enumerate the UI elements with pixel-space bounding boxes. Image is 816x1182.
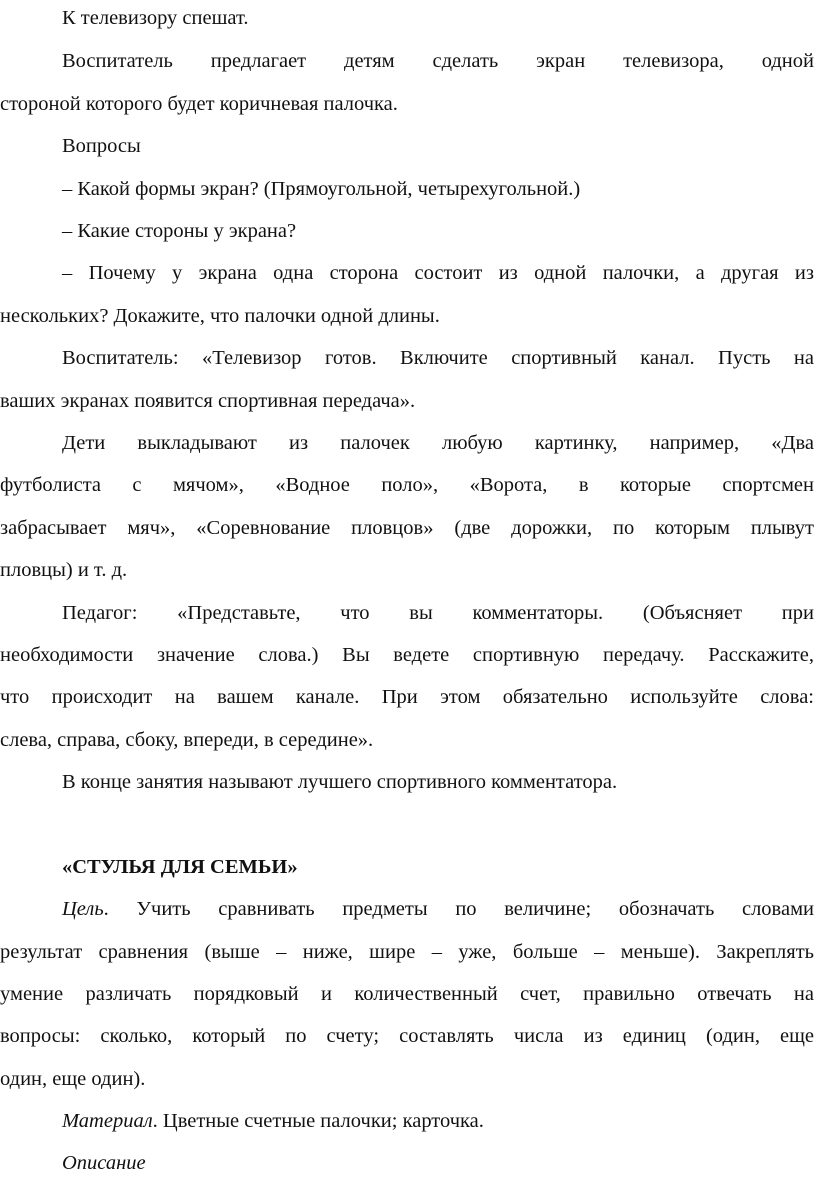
text-line: результат сравнения (выше – ниже, шире – уже, больше – меньше). Закреплять (0, 941, 814, 963)
question-line: – Почему у экрана одна сторона состоит из одной палочки, а другая из (62, 262, 814, 284)
text-line: вопросы: сколько, который по счету; составлять числа из единиц (один, еще (0, 1025, 814, 1047)
text-line: необходимости значение слова.) Вы ведете спортивную передачу. Расскажите, (0, 644, 814, 666)
text-line: Воспитатель: «Телевизор готов. Включите спортивный канал. Пусть на (62, 347, 814, 369)
text-line: слева, справа, сбоку, впереди, в середине». (0, 729, 374, 751)
text-line: что происходит на вашем канале. При этом обязательно используйте слова: (0, 686, 814, 708)
material-text: Цветные счетные палочки; карточка. (162, 1110, 484, 1132)
question-line: – Какие стороны у экрана? (62, 220, 297, 242)
section-label: Вопросы (62, 135, 141, 157)
material-line: Материал. Цветные счетные палочки; карточка. (62, 1110, 484, 1132)
text-line: Педагог: «Представьте, что вы комментаторы. (Объясняет при (62, 602, 814, 624)
description-label: Описание (62, 1152, 146, 1174)
text-line: один, еще один). (0, 1068, 146, 1090)
text-line: нескольких? Докажите, что палочки одной длины. (0, 305, 440, 327)
text-line: Дети выкладывают из палочек любую картинку, например, «Два (62, 432, 814, 454)
text-line: стороной которого будет коричневая палочка. (0, 93, 398, 115)
text-line: умение различать порядковый и количественный счет, правильно отвечать на (0, 983, 814, 1005)
text-line: К телевизору спешат. (62, 7, 249, 29)
goal-label: Цель (62, 898, 104, 920)
question-line: – Какой формы экран? (Прямоугольной, четырехугольной.) (62, 178, 581, 200)
section-heading: «СТУЛЬЯ ДЛЯ СЕМЬИ» (62, 856, 298, 878)
goal-text: Учить сравнивать предметы по величине; обозначать словами (136, 898, 815, 920)
text-line: футболиста с мячом», «Водное поло», «Ворота, в которые спортсмен (0, 474, 814, 496)
text-line: забрасывает мяч», «Соревнование пловцов» (две дорожки, по которым плывут (0, 517, 814, 539)
text-line: В конце занятия называют лучшего спортивного комментатора. (62, 771, 618, 793)
text-line: ваших экранах появится спортивная передача». (0, 390, 416, 412)
text-line: пловцы) и т. д. (0, 559, 128, 581)
goal-line: Цель. Учить сравнивать предметы по величине; обозначать словами (62, 898, 815, 920)
material-label: Материал (62, 1110, 153, 1132)
text-line: Воспитатель предлагает детям сделать экран телевизора, одной (62, 50, 814, 72)
